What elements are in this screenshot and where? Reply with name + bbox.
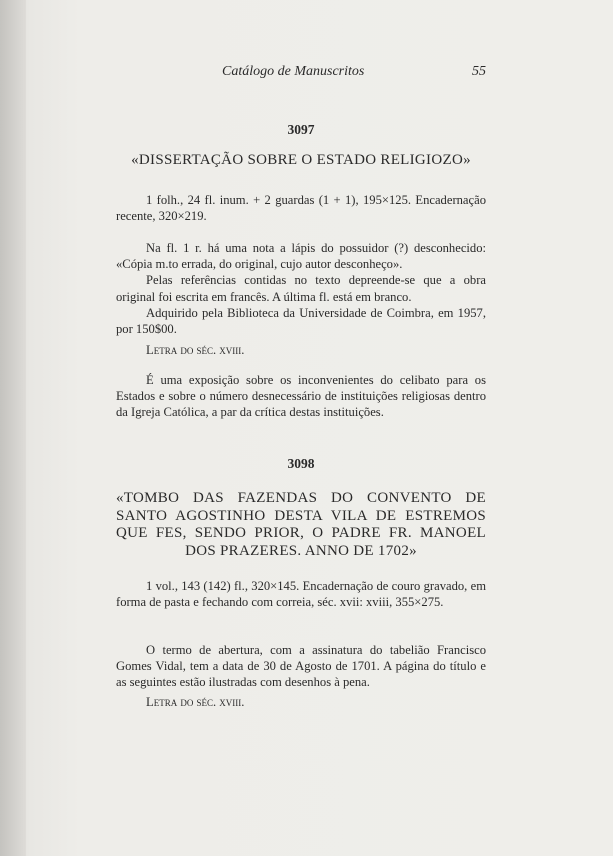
entry-notes xyxy=(116,240,486,337)
entry-notes xyxy=(116,642,486,691)
script-date: Letra do séc. xviii. xyxy=(146,343,245,357)
binding-gutter xyxy=(0,0,26,856)
physical-description: 1 folh., 24 fl. inum. + 2 guardas (1 + 1), 195×125. Encadernação recente, 320×219. xyxy=(116,193,486,224)
entry-description xyxy=(116,192,486,224)
physical-description: 1 vol., 143 (142) fl., 320×145. Encadernação de couro gravado, em forma de pasta e fechando com correia, séc. xvii: xviii, 355×275. xyxy=(116,579,486,610)
note-paragraph: Pelas referências contidas no texto depreende-se que a obra original foi escrita em francês. A última fl. está em branco. xyxy=(116,273,486,304)
running-title: Catálogo de Manuscritos xyxy=(222,64,365,79)
note-paragraph: Adquirido pela Biblioteca da Universidade de Coimbra, em 1957, por 150$00. xyxy=(116,305,486,337)
entry-script xyxy=(116,342,486,358)
note-paragraph: O termo de abertura, com a assinatura do tabelião Francisco Gomes Vidal, tem a data de 30 de Agosto de 1701. A página do título e as seguintes estão ilustradas com desenhos à pena. xyxy=(116,643,486,690)
entry-description xyxy=(116,578,486,610)
entry-summary xyxy=(116,372,486,421)
entry-number: 3097 xyxy=(287,122,315,137)
note-paragraph: Na fl. 1 r. há uma nota a lápis do possuidor (?) desconhecido: «Cópia m.to errada, do original, cujo autor desconheço». xyxy=(116,241,486,272)
entry-script xyxy=(116,694,486,710)
script-date: Letra do séc. xviii. xyxy=(146,695,245,709)
entry-title: «DISSERTAÇÃO SOBRE O ESTADO RELIGIOZO» xyxy=(131,152,471,168)
entry-title: «TOMBO DAS FAZENDAS DO CONVENTO DE SANTO AGOSTINHO DESTA VILA DE ESTREMOS QUE FES, SENDO PRIOR, O PADRE FR. MANOEL DOS PRAZERES. ANNO DE 1702» xyxy=(116,490,486,559)
page-number: 55 xyxy=(472,64,486,79)
summary-paragraph: É uma exposição sobre os inconvenientes do celibato para os Estados e sobre o número desnecessário de instituições religiosas dentro da Igreja Católica, a par da crítica destas instituições. xyxy=(116,373,486,420)
entry-number: 3098 xyxy=(287,456,315,471)
